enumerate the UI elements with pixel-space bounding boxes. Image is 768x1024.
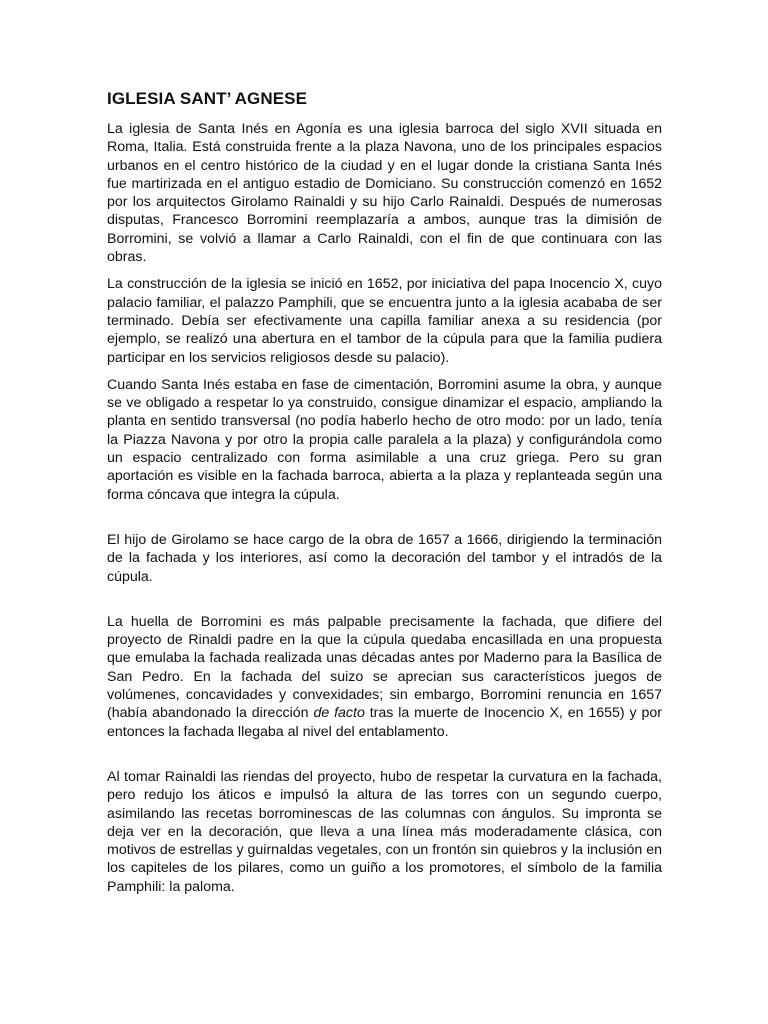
paragraph-5-italic-term: de facto (313, 705, 365, 722)
paragraph-3: Cuando Santa Inés estaba en fase de cimentación, Borromini asume la obra, y aunque se ve obligado a respetar lo ya construido, consigue dinamizar el espacio, ampliando la planta en sentido transversal (no podía haberlo hecho de otro modo: por un lado, tenía la Piazza Navona y por otro la propia calle paralela a la plaza) y configurándola como un espacio centralizado con forma asimilable a una cruz griega. Pero su gran aportación es visible en la fachada barroca, abierta a la plaza y replanteada según una forma cóncava que integra la cúpula. (107, 376, 662, 503)
paragraph-1: La iglesia de Santa Inés en Agonía es una iglesia barroca del siglo XVII situada en Roma, Italia. Está construida frente a la plaza Navona, uno de los principales espacios urbanos en el centro histórico de la ciudad y en el lugar donde la cristiana Santa Inés fue martirizada en el antiguo estadio de Domiciano. Su construcción comenzó en 1652 por los arquitectos Girolamo Rainaldi y su hijo Carlo Rainaldi. Después de numerosas disputas, Francesco Borromini reemplazaría a ambos, aunque tras la dimisión de Borromini, se volvió a llamar a Carlo Rainaldi, con el fin de que continuara con las obras. (107, 121, 662, 266)
paragraph-5 (107, 613, 662, 741)
document-title: IGLESIA SANT’ AGNESE (107, 89, 308, 108)
paragraph-4: El hijo de Girolamo se hace cargo de la obra de 1657 a 1666, dirigiendo la terminación de la fachada y los interiores, así como la decoración del tambor y el intradós de la cúpula. (107, 531, 662, 585)
paragraph-5-text-a: La huella de Borromini es más palpable precisamente la fachada, que difiere del proyecto de Rinaldi padre en la que la cúpula quedaba encasillada en una propuesta que emulaba la fachada realizada unas décadas antes por Maderno para la Basílica de San Pedro. En la fachada del suizo se aprecian sus característicos juegos de volúmenes, concavidades y convexidades; sin embargo, Borromini renuncia en 1657 (había abandonado la dirección (107, 613, 662, 722)
document-page (107, 88, 662, 896)
paragraph-6: Al tomar Rainaldi las riendas del proyecto, hubo de respetar la curvatura en la fachada, pero redujo los áticos e impulsó la altura de las torres con un segundo cuerpo, asimilando las recetas borrominescas de las columnas con ángulos. Su impronta se deja ver en la decoración, que lleva a una línea más moderadamente clásica, con motivos de estrellas y guirnaldas vegetales, con un frontón sin quiebros y la inclusión en los capiteles de los pilares, como un guiño a los promotores, el símbolo de la familia Pamphili: la paloma. (107, 768, 662, 895)
paragraph-2: La construcción de la iglesia se inició en 1652, por iniciativa del papa Inocencio X, cuyo palacio familiar, el palazzo Pamphili, que se encuentra junto a la iglesia acababa de ser terminado. Debía ser efectivamente una capilla familiar anexa a su residencia (por ejemplo, se realizó una abertura en el tambor de la cúpula para que la familia pudiera participar en los servicios religiosos desde su palacio). (107, 276, 662, 366)
paragraph-5-text-b: tras la muerte de Inocencio X, en 1655) y por entonces la fachada llegaba al nivel del entablamento. (107, 705, 662, 740)
